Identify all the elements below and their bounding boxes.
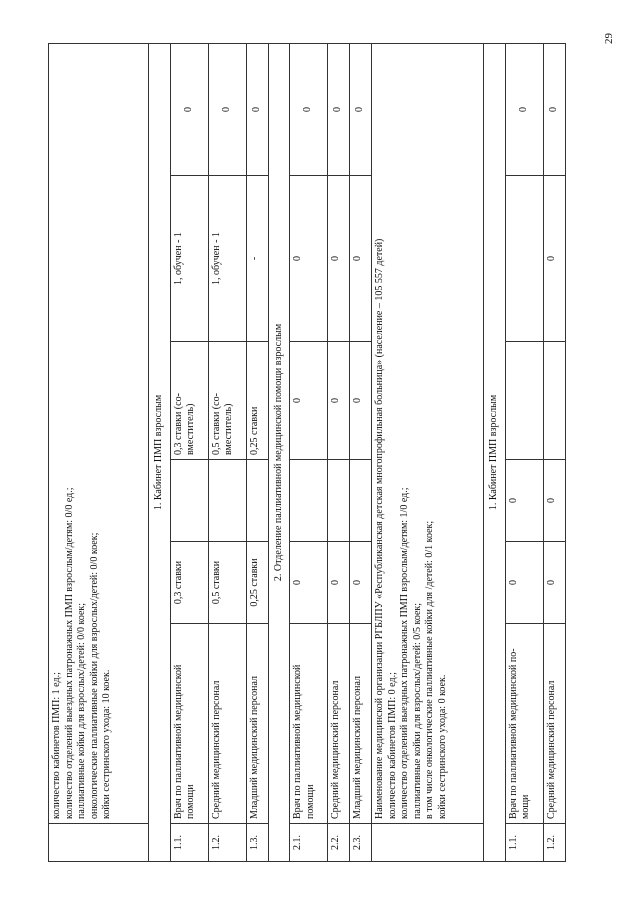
row-number: 1.3. bbox=[246, 824, 268, 862]
row-name: Врач по паллиативной медицинской по-мощи bbox=[505, 624, 543, 824]
table-row bbox=[246, 43, 268, 861]
cell: 0 bbox=[328, 342, 350, 460]
cell: 0 bbox=[505, 43, 543, 175]
section-header bbox=[268, 43, 290, 861]
cell: 0 bbox=[328, 43, 350, 175]
page-number: 29 bbox=[603, 33, 615, 44]
cell: 0 bbox=[543, 460, 565, 542]
cell: 0 bbox=[328, 542, 350, 624]
row-name: Врач по паллиативной медицинской помощи bbox=[290, 624, 328, 824]
cell: 0 bbox=[290, 342, 328, 460]
row-number: 2.2. bbox=[328, 824, 350, 862]
info-line: количество отделений выездных патронажных ПМП взрослым/детям: 0/0 ед.; bbox=[63, 487, 75, 819]
cell: 0 bbox=[170, 43, 208, 175]
cell: 0 bbox=[290, 176, 328, 342]
table-row bbox=[505, 43, 543, 861]
cell: 0 bbox=[350, 342, 372, 460]
cell: 0,3 ставки bbox=[170, 542, 208, 624]
table-row bbox=[350, 43, 372, 861]
info-line: койки сестринского ухода: 0 коек. bbox=[436, 674, 448, 819]
cell bbox=[208, 460, 246, 542]
rotated-page bbox=[48, 44, 596, 862]
row-name: Врач по паллиативной медицинской помощи bbox=[170, 624, 208, 824]
info-line: в том числе онкологические паллиативные койки для /детей: 0/1 коек; bbox=[424, 520, 435, 819]
info-block bbox=[49, 43, 149, 823]
cell bbox=[543, 342, 565, 460]
table-row bbox=[328, 43, 350, 861]
info-line: количество кабинетов ПМП: 1 ед.; bbox=[51, 672, 62, 819]
section-title: 2. Отделение паллиативной медицинской помощи взрослым bbox=[268, 43, 290, 861]
info-row bbox=[372, 43, 484, 861]
cell: 1, обучен - 1 bbox=[208, 176, 246, 342]
section-header bbox=[149, 43, 171, 861]
section-title: 1. Кабинет ПМП взрослым bbox=[149, 43, 171, 861]
row-name: Средний медицинский персонал bbox=[328, 624, 350, 824]
cell: 0 bbox=[543, 542, 565, 624]
cell: 0 bbox=[290, 43, 328, 175]
info-line: паллиативные койки для взрослых/детей: 0/5 коек; bbox=[411, 602, 423, 819]
section-title: 1. Кабинет ПМП взрослым bbox=[484, 43, 506, 861]
table-row bbox=[208, 43, 246, 861]
cell bbox=[246, 460, 268, 542]
cell bbox=[350, 460, 372, 542]
row-number: 1.2. bbox=[208, 824, 246, 862]
cell: 0 bbox=[208, 43, 246, 175]
cell: 0,5 ставки (со-вместитель) bbox=[208, 342, 246, 460]
info-line: количество отделений выездных патронажных ПМП взрослым/детям: 1/0 ед.; bbox=[399, 487, 410, 819]
cell: 0 bbox=[350, 43, 372, 175]
row-number: 1.1. bbox=[505, 824, 543, 862]
row-name: Младший медицинский персонал bbox=[246, 624, 268, 824]
cell: 0 bbox=[505, 542, 543, 624]
cell: - bbox=[246, 176, 268, 342]
table-row bbox=[290, 43, 328, 861]
info-row bbox=[49, 43, 149, 861]
row-number: 1.1. bbox=[170, 824, 208, 862]
cell: 0 bbox=[290, 542, 328, 624]
cell: 1, обучен - 1 bbox=[170, 176, 208, 342]
row-number: 2.1. bbox=[290, 824, 328, 862]
info-line: Наименование медицинской организации РГБЛПУ «Республиканская детская многопрофильная больница» (население – 105 557 детей) bbox=[374, 238, 385, 819]
row-number: 1.2. bbox=[543, 824, 565, 862]
section-header bbox=[484, 43, 506, 861]
cell: 0 bbox=[543, 176, 565, 342]
cell: 0 bbox=[350, 542, 372, 624]
cell: 0,3 ставки (со-вместитель) bbox=[170, 342, 208, 460]
info-line: паллиативные койки для взрослых/детей: 0/0 коек; bbox=[76, 602, 87, 819]
row-name: Младший медицинский персонал bbox=[350, 624, 372, 824]
cell bbox=[290, 460, 328, 542]
info-block bbox=[372, 43, 484, 823]
cell: 0,5 ставки bbox=[208, 542, 246, 624]
cell: 0 bbox=[350, 176, 372, 342]
cell: 0,25 ставки bbox=[246, 342, 268, 460]
staffing-table bbox=[48, 43, 566, 862]
info-line: койки сестринского ухода: 10 коек. bbox=[101, 669, 112, 819]
blank-cell bbox=[49, 824, 149, 862]
cell bbox=[170, 460, 208, 542]
row-name: Средний медицинский персонал bbox=[543, 624, 565, 824]
cell bbox=[505, 176, 543, 342]
info-line: онкологические паллиативные койки для взрослых/детей: 0/0 коек; bbox=[88, 532, 100, 819]
cell: 0 bbox=[505, 460, 543, 542]
table-row bbox=[543, 43, 565, 861]
cell: 0 bbox=[328, 176, 350, 342]
row-number: 2.3. bbox=[350, 824, 372, 862]
cell: 0 bbox=[543, 43, 565, 175]
cell: 0 bbox=[246, 43, 268, 175]
row-name: Средний медицинский персонал bbox=[208, 624, 246, 824]
cell bbox=[505, 342, 543, 460]
cell: 0,25 ставки bbox=[246, 542, 268, 624]
table-row bbox=[170, 43, 208, 861]
info-line: количество кабинетов ПМП: 0 ед.; bbox=[386, 672, 398, 819]
cell bbox=[328, 460, 350, 542]
blank-cell bbox=[372, 824, 484, 862]
